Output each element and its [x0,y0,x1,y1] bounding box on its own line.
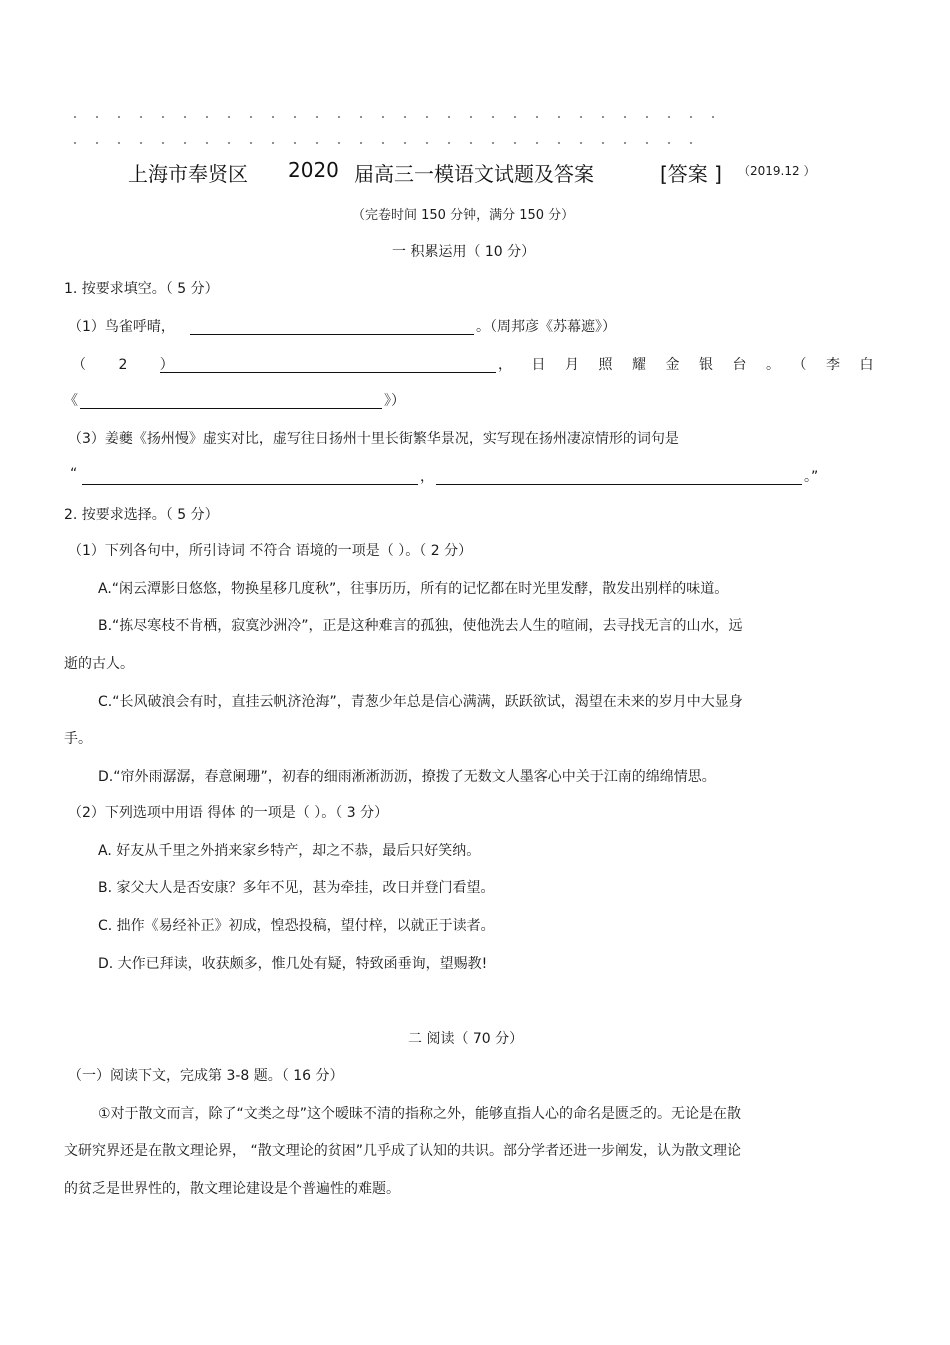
q1-stem: 1. 按要求填空。（ 5 分） [64,281,219,297]
section2-heading: 二 阅读（ 70 分） [408,1031,524,1047]
q1-item2-title-blank[interactable] [80,408,382,409]
q1-item2-text: ，日月照耀金银台。（李白 [498,357,893,373]
exam-subtitle: （完卷时间 150 分钟，满分 150 分） [352,208,575,223]
q2-sub1-option-c[interactable]: C.“长风破浪会有时，直挂云帆济沧海”，青葱少年总是信心满满，跃跃欲试，渴望在未来的岁月中大显身 [98,694,743,710]
q2-sub2-option-a[interactable]: A. 好友从千里之外捎来家乡特产，却之不恭，最后只好笑纳。 [98,843,481,859]
q1-item1-start: （1）鸟雀呼晴， [68,319,175,335]
q2-sub1-option-b-cont: 逝的古人。 [64,656,134,672]
q2-stem: 2. 按要求选择。（ 5 分） [64,507,219,523]
q1-item3-open: “ [70,466,78,482]
title-part2: 届高三一模语文试题及答案 [354,162,594,186]
q2-sub2-option-b[interactable]: B. 家父大人是否安康？多年不见，甚为牵挂，改日并登门看望。 [98,880,495,896]
q1-item2-open: 《 [64,393,78,409]
title-date: （2019.12 ） [738,164,816,178]
q1-item2-label: （ 2 ） [72,357,188,373]
q1-item2-close: 》） [384,393,405,409]
title-tag: [答案 ] [660,162,722,186]
title-year: 2020 [288,158,339,182]
q2-sub2-stem: （2）下列选项中用语 得体 的一项是（ ）。（ 3 分） [68,805,389,821]
q1-item3-close: 。” [804,469,819,485]
passage-paragraph1-line3: 的贫乏是世界性的，散文理论建设是个普遍性的难题。 [64,1181,400,1197]
scan-dots-second [64,142,704,144]
q1-item3-blank2[interactable] [436,484,802,485]
section2-part1-stem: （一）阅读下文，完成第 3-8 题。（ 16 分） [68,1068,344,1084]
q2-sub1-stem: （1）下列各句中，所引诗词 不符合 语境的一项是（ ）。（ 2 分） [68,543,473,559]
title-part1: 上海市奉贤区 [128,162,248,186]
q2-sub2-option-c[interactable]: C. 拙作《易经补正》初成，惶恐投稿，望付梓，以就正于读者。 [98,918,495,934]
q1-item3-comma: ， [420,469,434,485]
q1-item1-blank[interactable] [190,334,474,335]
q2-sub1-option-b[interactable]: B.“拣尽寒枝不肯栖，寂寞沙洲冷”，正是这种难言的孤独，使他洗去人生的喧闹，去寻找无言的山水，远 [98,618,743,634]
q1-item1-end: 。（周邦彦《苏幕遮》） [476,319,616,335]
q2-sub1-option-c-cont: 手。 [64,731,92,747]
passage-paragraph1-line2: 文研究界还是在散文理论界， “散文理论的贫困”几乎成了认知的共识。部分学者还进一步阐发，认为散文理论 [64,1143,741,1159]
q2-sub1-option-d[interactable]: D.“帘外雨潺潺，春意阑珊”，初春的细雨淅淅沥沥，撩拨了无数文人墨客心中关于江南的绵绵情思。 [98,769,716,785]
passage-paragraph1-line1: ①对于散文而言，除了“文类之母”这个暧昧不清的指称之外，能够直指人心的命名是匮乏的。无论是在散 [98,1106,742,1122]
section1-heading: 一 积累运用（ 10 分） [392,244,536,260]
q1-item3-text: （3）姜夔《扬州慢》虚实对比，虚写往日扬州十里长街繁华景况，实写现在扬州凄凉情形的词句是 [68,431,679,447]
q2-sub1-option-a[interactable]: A.“闲云潭影日悠悠，物换星移几度秋”，往事历历，所有的记忆都在时光里发酵，散发出别样的味道。 [98,581,729,597]
q2-sub2-option-d[interactable]: D. 大作已拜读，收获颇多，惟几处有疑，特致函垂询，望赐教! [98,956,488,972]
q1-item3-blank1[interactable] [82,484,418,485]
q1-item2-blank[interactable] [160,372,496,373]
scan-dots-top [64,116,714,118]
